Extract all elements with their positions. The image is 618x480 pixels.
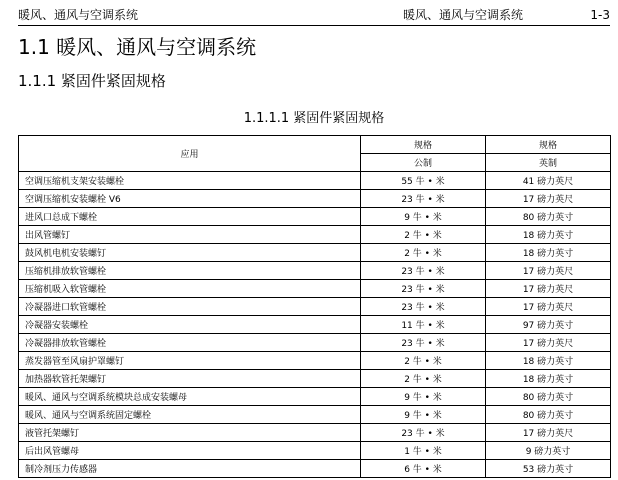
cell-metric: 9 牛 • 米 [361,406,486,424]
table-body [19,172,611,478]
cell-application: 鼓风机电机安装螺钉 [19,244,361,262]
cell-metric: 2 牛 • 米 [361,352,486,370]
cell-imperial: 17 磅力英尺 [486,190,611,208]
header-metric: 公制 [361,154,486,172]
cell-imperial: 9 磅力英寸 [486,442,611,460]
table-caption: 1.1.1.1 紧固件紧固规格 [243,111,385,126]
table-row [19,172,611,190]
cell-application: 进风口总成下螺栓 [19,208,361,226]
header-spec-imperial: 规格 [486,136,611,154]
header-divider [18,25,610,26]
subsection-heading: 1.1.1 紧固件紧固规格 [18,72,166,90]
fastener-spec-table [18,135,611,478]
cell-imperial: 17 磅力英尺 [486,262,611,280]
cell-imperial: 18 磅力英寸 [486,226,611,244]
table-row [19,424,611,442]
cell-imperial: 18 磅力英寸 [486,244,611,262]
cell-imperial: 18 磅力英寸 [486,352,611,370]
cell-imperial: 17 磅力英尺 [486,424,611,442]
cell-application: 出风管螺钉 [19,226,361,244]
cell-metric: 23 牛 • 米 [361,262,486,280]
cell-application: 蒸发器管至风扇护罩螺钉 [19,352,361,370]
table-row [19,388,611,406]
cell-application: 空调压缩机安装螺栓 V6 [19,190,361,208]
cell-application: 液管托架螺钉 [19,424,361,442]
table-row [19,370,611,388]
cell-metric: 23 牛 • 米 [361,424,486,442]
section-heading: 1.1 暖风、通风与空调系统 [18,35,257,59]
table-row [19,262,611,280]
cell-application: 冷凝器进口软管螺栓 [19,298,361,316]
cell-imperial: 53 磅力英寸 [486,460,611,478]
cell-metric: 23 牛 • 米 [361,334,486,352]
cell-application: 后出风管螺母 [19,442,361,460]
cell-metric: 1 牛 • 米 [361,442,486,460]
cell-application: 压缩机排放软管螺栓 [19,262,361,280]
header-imperial: 英制 [486,154,611,172]
cell-imperial: 18 磅力英寸 [486,370,611,388]
table-row [19,226,611,244]
cell-imperial: 97 磅力英寸 [486,316,611,334]
table-row [19,190,611,208]
cell-metric: 9 牛 • 米 [361,388,486,406]
table-header-row [19,136,611,154]
cell-metric: 55 牛 • 米 [361,172,486,190]
cell-application: 压缩机吸入软管螺栓 [19,280,361,298]
cell-application: 空调压缩机支架安装螺栓 [19,172,361,190]
running-header-section: 暖风、通风与空调系统 [403,8,524,22]
cell-metric: 6 牛 • 米 [361,460,486,478]
cell-application: 加热器软管托架螺钉 [19,370,361,388]
table-row [19,280,611,298]
table-row [19,460,611,478]
table-row [19,208,611,226]
cell-application: 冷凝器安装螺栓 [19,316,361,334]
cell-imperial: 80 磅力英寸 [486,208,611,226]
table-row [19,298,611,316]
page-number: 1-3 [590,8,610,22]
cell-imperial: 80 磅力英寸 [486,388,611,406]
cell-metric: 23 牛 • 米 [361,280,486,298]
cell-application: 制冷剂压力传感器 [19,460,361,478]
cell-imperial: 17 磅力英尺 [486,334,611,352]
cell-metric: 11 牛 • 米 [361,316,486,334]
cell-imperial: 41 磅力英尺 [486,172,611,190]
cell-application: 暖风、通风与空调系统固定螺栓 [19,406,361,424]
cell-application: 暖风、通风与空调系统模块总成安装螺母 [19,388,361,406]
table-row [19,352,611,370]
cell-imperial: 17 磅力英尺 [486,298,611,316]
header-spec-metric: 规格 [361,136,486,154]
cell-metric: 2 牛 • 米 [361,370,486,388]
header-application: 应用 [19,136,361,172]
cell-imperial: 17 磅力英尺 [486,280,611,298]
table-row [19,244,611,262]
cell-application: 冷凝器排放软管螺栓 [19,334,361,352]
cell-metric: 23 牛 • 米 [361,190,486,208]
cell-metric: 23 牛 • 米 [361,298,486,316]
running-header-chapter: 暖风、通风与空调系统 [18,8,139,22]
table-row [19,316,611,334]
cell-imperial: 80 磅力英寸 [486,406,611,424]
cell-metric: 2 牛 • 米 [361,244,486,262]
table-row [19,442,611,460]
table-row [19,334,611,352]
cell-metric: 9 牛 • 米 [361,208,486,226]
cell-metric: 2 牛 • 米 [361,226,486,244]
running-header [18,6,610,24]
table-row [19,406,611,424]
